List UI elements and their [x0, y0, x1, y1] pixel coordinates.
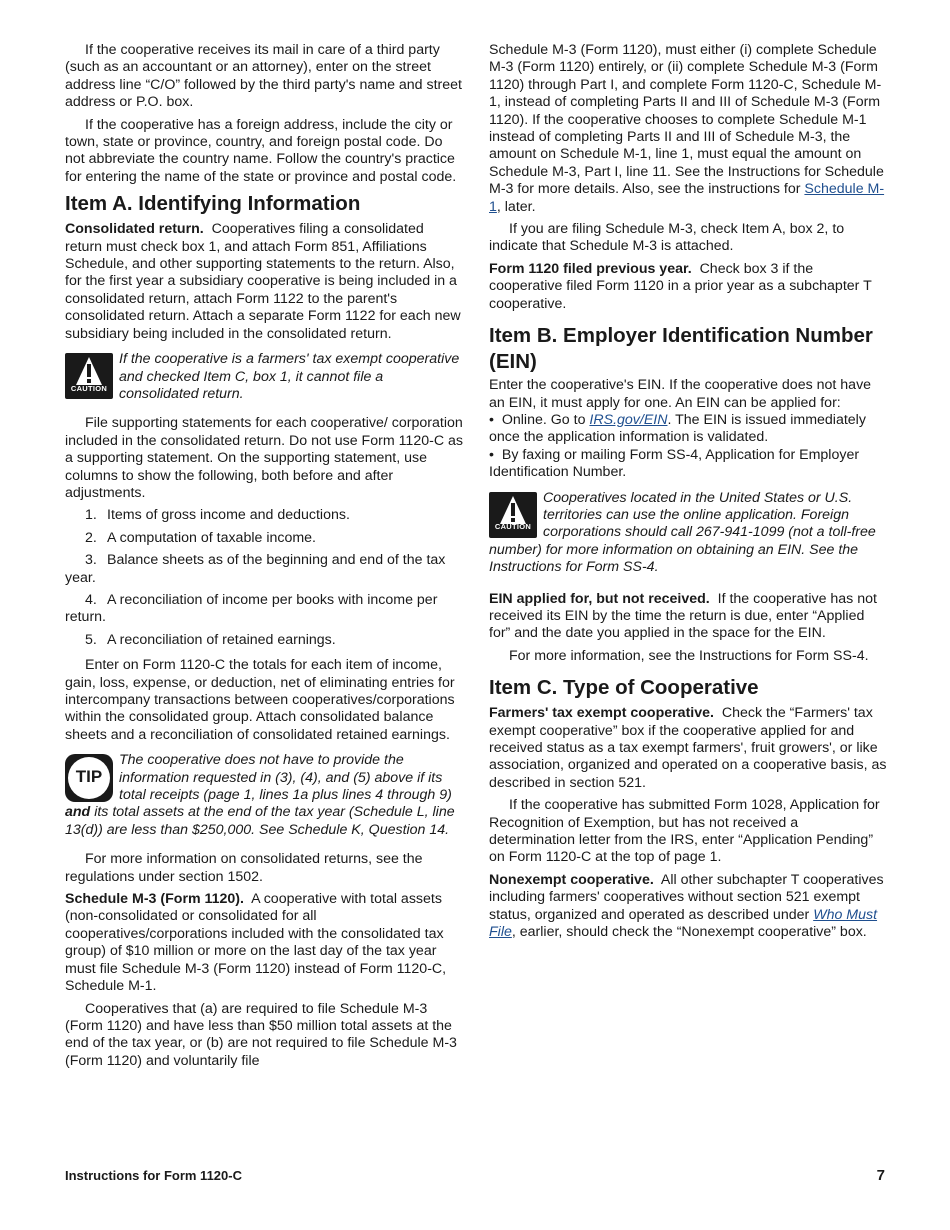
consolidated-return-text: Cooperatives filing a consolidated return must check box 1, and attach Form 851, Affiliations Schedule, and other supporting statements to the return. Also, for the first year a subsidiary cooperative is being included in a consolidated return, attach Form 1122 to the parent's consolidated return. Attach a separate Form 1122 for each new subsidiary being included in the consolidated return.	[65, 221, 461, 342]
supporting-statement-list	[65, 507, 463, 649]
list-item: 4. A reconciliation of income per books with income per return.	[65, 591, 438, 626]
caution-ein-text: Cooperatives located in the United States or U.S. territories can use the online application. Foreign corporations should call 267-941-1099 (not a toll-free number) for more information on obtaining an EIN. See the Instructions for Form SS-4.	[489, 489, 876, 576]
caution-icon	[65, 353, 113, 399]
caution-note-ein	[489, 490, 887, 577]
tip-note	[65, 752, 463, 839]
footer-title: Instructions for Form 1120-C	[65, 1168, 242, 1183]
item-b-heading: Item B. Employer Identification Number (EIN)	[489, 324, 873, 374]
caution-note-consolidated	[65, 351, 463, 403]
consolidated-return-paragraph	[65, 221, 463, 343]
page-number: 7	[876, 1167, 885, 1184]
tip-text-a: The cooperative does not have to provide the information requested in (3), (4), and (5) above if its total receipts (page 1, lines 1a plus lines 4 through 9)	[119, 752, 452, 804]
cooperatives-m3-paragraph: Cooperatives that (a) are required to file Schedule M-3 (Form 1120) and have less than $50 million total assets at the end of the tax year, or (b) are not required to file Schedule M-3 (Form 1120) and voluntarily file	[65, 1000, 457, 1069]
schedule-m3-paragraph	[65, 891, 463, 995]
caution-label: CAUTION	[70, 383, 108, 393]
list-item: 3. Balance sheets as of the beginning and end of the tax year.	[65, 552, 446, 586]
right-column	[489, 42, 887, 946]
schedule-m1-link[interactable]: Schedule M-1	[489, 181, 885, 215]
ein-applied-run-in: EIN applied for, but not received.	[489, 590, 710, 607]
irs-ein-link[interactable]: IRS.gov/EIN	[589, 411, 668, 428]
more-info-ein-paragraph: For more information, see the Instructions for Form SS-4.	[509, 647, 869, 664]
caution-label: CAUTION	[494, 522, 532, 532]
nonexempt-run-in: Nonexempt cooperative.	[489, 871, 654, 888]
caution-icon	[489, 492, 537, 538]
tip-icon	[65, 754, 113, 802]
list-item: 2. A computation of taxable income.	[85, 529, 316, 546]
list-item: 5. A reconciliation of retained earnings.	[85, 631, 336, 648]
enter-totals-paragraph: Enter on Form 1120-C the totals for each item of income, gain, loss, expense, or deduction, net of eliminating entries for intercompany transactions between cooperatives/corporations within the consolidated group. Attach consolidated balance sheets and a reconciliation of consolidated retained earnings.	[65, 657, 455, 743]
ein-applied-paragraph: EIN applied for, but not received. If the cooperative has not received its EIN by the time the return is due, enter “Applied for” and the date you applied in the space for the EIN.	[489, 590, 877, 642]
schedule-m3-run-in: Schedule M-3 (Form 1120).	[65, 891, 244, 908]
farmers-exempt-run-in: Farmers' tax exempt cooperative.	[489, 705, 714, 722]
list-item: 1. Items of gross income and deductions.	[85, 507, 350, 524]
tip-label: TIP	[75, 767, 103, 787]
mail-care-paragraph: If the cooperative receives its mail in care of a third party (such as an accountant or an attorney), enter on the street address line “C/O” followed by the third party's name and street address or P.O. box.	[65, 42, 462, 111]
farmers-exempt-paragraph: Farmers' tax exempt cooperative. Check the “Farmers' tax exempt cooperative” box if the cooperative applied for and received status as a tax exempt farmers', fruit growers', or like association, organized and operated on a cooperative basis, as described in section 521.	[489, 705, 887, 791]
file-supporting-paragraph: File supporting statements for each cooperative/ corporation included in the consolidated return. Do not use Form 1120-C as a supporting statement. On the supporting statement, use columns to show the following, both before and after adjustments.	[65, 415, 463, 501]
bullet-online: • Online. Go to IRS.gov/EIN. The EIN is issued immediately once the application information is validated.	[489, 411, 866, 446]
nonexempt-paragraph: Nonexempt cooperative. All other subchapter T cooperatives including farmers' cooperatives without section 521 exempt status, organized and operated as described under Who Must File, earlier, should check the “Nonexempt cooperative” box.	[489, 871, 884, 941]
form-1120-previous-paragraph: Form 1120 filed previous year. Check box 3 if the cooperative filed Form 1120 in a prior year as a subchapter T cooperative.	[489, 260, 872, 312]
consolidated-return-run-in: Consolidated return.	[65, 221, 204, 238]
form-1120-run-in: Form 1120 filed previous year.	[489, 260, 692, 277]
caution-note-text: If the cooperative is a farmers' tax exempt cooperative and checked Item C, box 1, it cannot file a consolidated return.	[119, 351, 460, 402]
item-c-heading: Item C. Type of Cooperative	[489, 676, 759, 700]
m3-continuation-paragraph: Schedule M-3 (Form 1120), must either (i) complete Schedule M-3 (Form 1120) entirely, or (ii) complete Schedule M-3 (Form 1120) through Part I, and complete Form 1120-C, Schedule M-1, instead of completing Parts II and III of Schedule M-3 (Form 1120). If the cooperative chooses to complete Schedule M-1 instead of completing Parts II and III of Schedule M-3, the amount on Schedule M-1, line 1, must equal the amount on Schedule M-3, Part I, line 11. See the Instructions for Schedule M-3 for more details. Also, see the instructions for Schedule M-1, later.	[489, 42, 885, 215]
tip-text-b: its total assets at the end of the tax year (Schedule L, line 13(d)) are less than $250,000. See Schedule K, Question 14.	[65, 804, 455, 838]
form-1028-paragraph: If the cooperative has submitted Form 1028, Application for Recognition of Exemption, but has not received a determination letter from the IRS, enter “Application Pending” on Form 1120-C at the top of page 1.	[489, 797, 880, 866]
tip-and: and	[65, 804, 91, 821]
who-must-file-link[interactable]: Who Must File	[489, 906, 878, 941]
bullet-fax-mail: • By faxing or mailing Form SS-4, Application for Employer Identification Number.	[489, 446, 860, 481]
more-info-consolidated-paragraph: For more information on consolidated returns, see the regulations under section 1502.	[65, 851, 423, 885]
ein-intro-paragraph: Enter the cooperative's EIN. If the cooperative does not have an EIN, it must apply for one. An EIN can be applied for:	[489, 377, 872, 411]
foreign-address-paragraph: If the cooperative has a foreign address, include the city or town, state or province, country, and foreign postal code. Do not abbreviate the country name. Follow the country's practice for entering the name of the state or province and postal code.	[65, 116, 457, 185]
item-a-heading: Item A. Identifying Information	[65, 192, 361, 216]
schedule-m3-text: A cooperative with total assets (non-consolidated or consolidated for all cooperatives/corporations included with the consolidated tax group) of $10 million or more on the last day of the tax year must file Schedule M-3 (Form 1120) instead of Form 1120-C, Schedule M-1.	[65, 891, 447, 995]
filing-m3-paragraph: If you are filing Schedule M-3, check Item A, box 2, to indicate that Schedule M-3 is attached.	[489, 221, 845, 255]
left-column	[65, 42, 463, 1075]
